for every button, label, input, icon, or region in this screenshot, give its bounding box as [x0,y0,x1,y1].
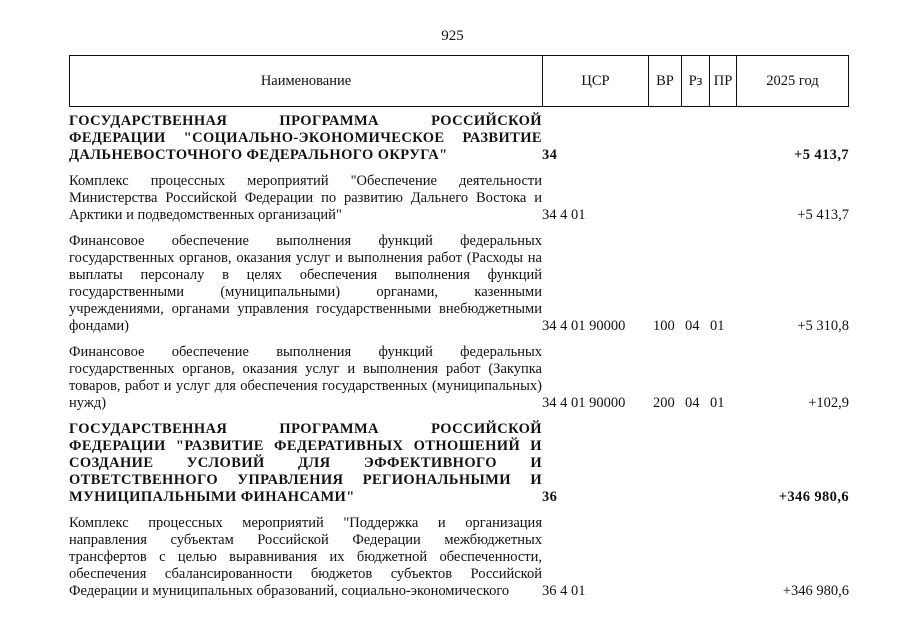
row-name: Финансовое обеспечение выполнения функций федеральных государственных органов, оказания услуг и выполнения работ (Закупка товаров, работ и услуг для обеспечения государственных (муниципальных) нужд) [69,344,542,411]
row-amount: +346 980,6 [782,583,849,599]
header-year: 2025 год [766,73,819,89]
row-name: Комплекс процессных мероприятий "Поддержка и организация направления субъектам Российской Федерации межбюджетных трансфертов с целью выравнивания их бюджетной обеспеченности, обеспечения сбалансированности бюджетов субъектов Российской Федерации и муниципальных образований, социально-экономического [69,515,542,599]
table-body [69,113,849,609]
table-row [69,173,849,224]
row-csr: 36 [542,489,558,505]
row-amount: +346 980,6 [778,489,849,505]
row-name: ГОСУДАРСТВЕННАЯ ПРОГРАММА РОССИЙСКОЙ ФЕДЕРАЦИИ "СОЦИАЛЬНО-ЭКОНОМИЧЕСКОЕ РАЗВИТИЕ ДАЛЬНЕВОСТОЧНОГО ФЕДЕРАЛЬНОГО ОКРУГА" [69,113,542,163]
row-csr: 34 [542,147,558,163]
row-csr: 36 4 01 [542,583,586,599]
row-rz: 04 [685,318,700,334]
row-csr: 34 4 01 90000 [542,395,626,411]
table-row [69,233,849,335]
row-rz: 04 [685,395,700,411]
row-amount: +102,9 [808,395,849,411]
row-name: Комплекс процессных мероприятий "Обеспечение деятельности Министерства Российской Федерации по развитию Дальнего Востока и Арктики и подведомственных организаций" [69,173,542,223]
row-vr: 200 [653,395,675,411]
row-amount: +5 413,7 [794,147,849,163]
header-name: Наименование [70,56,543,106]
row-amount: +5 413,7 [797,207,849,223]
table-row [69,344,849,412]
row-vr: 100 [653,318,675,334]
row-csr: 34 4 01 [542,207,586,223]
row-amount: +5 310,8 [797,318,849,334]
header-csr: ЦСР [543,56,649,106]
table-header [69,55,849,107]
table-row [69,113,849,164]
table-row [69,421,849,506]
header-vr: ВР [649,56,682,106]
header-rz: Рз [682,56,710,106]
table-row [69,515,849,600]
row-name: ГОСУДАРСТВЕННАЯ ПРОГРАММА РОССИЙСКОЙ ФЕДЕРАЦИИ "РАЗВИТИЕ ФЕДЕРАТИВНЫХ ОТНОШЕНИЙ И СОЗДАНИЕ УСЛОВИЙ ДЛЯ ЭФФЕКТИВНОГО И ОТВЕТСТВЕННОГО УПРАВЛЕНИЯ РЕГИОНАЛЬНЫМИ И МУНИЦИПАЛЬНЫМИ ФИНАНСАМИ" [69,421,542,505]
page-number: 925 [441,28,464,44]
header-pr: ПР [710,56,737,106]
row-pr: 01 [710,318,725,334]
row-pr: 01 [710,395,725,411]
row-name: Финансовое обеспечение выполнения функций федеральных государственных органов, оказания услуг и выполнения работ (Расходы на выплаты персоналу в целях обеспечения выполнения функций государственными (муниципальными) органами, казенными учреждениями, органами управления государственными внебюджетными фондами) [69,233,542,334]
row-csr: 34 4 01 90000 [542,318,626,334]
